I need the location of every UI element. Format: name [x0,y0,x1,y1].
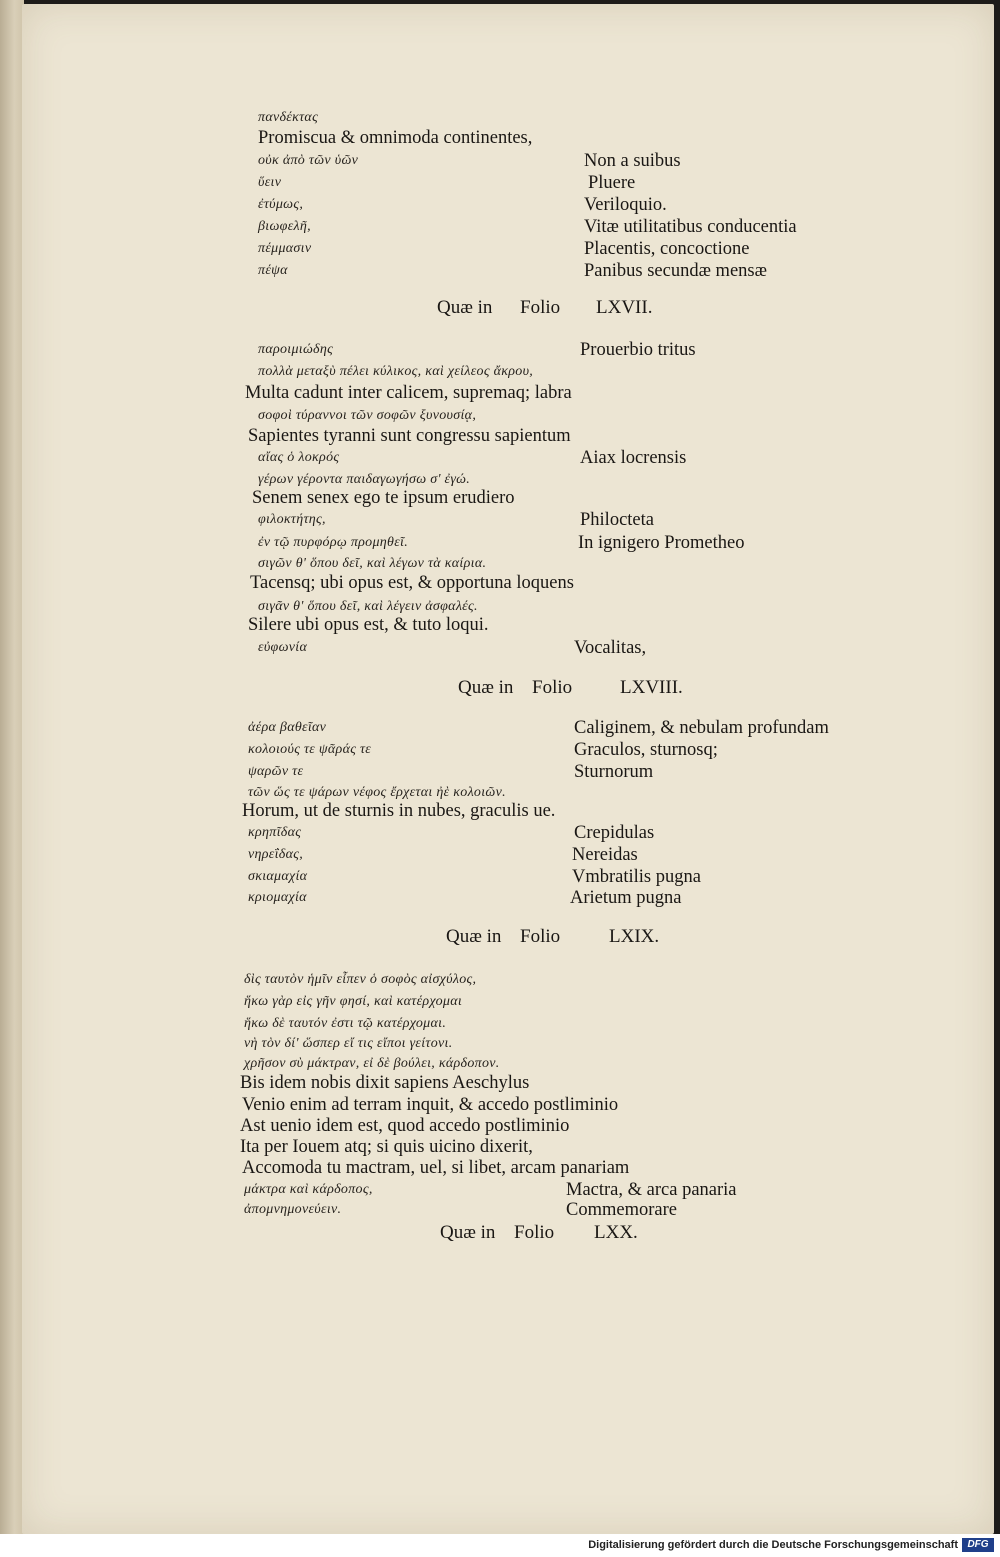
greek-term: ἀέρα βαθεῖαν [248,720,327,735]
greek-term: ὕειν [258,175,282,190]
latin-translation: Aiax locrensis [580,448,687,468]
latin-translation: Vmbratilis pugna [572,867,701,887]
greek-term: ἐν τῷ πυρφόρῳ προμηθεῖ. [258,535,409,550]
latin-translation: Sturnorum [574,762,654,782]
heading-prefix: Quæ in [458,677,514,698]
greek-term: εὐφωνία [258,640,308,655]
latin-translation: Ast uenio idem est, quod accedo postliminio [240,1116,570,1136]
greek-term: ψαρῶν τε [248,764,304,779]
heading-folio: Folio [514,1222,555,1243]
greek-term: τῶν ὥς τε ψάρων νέφος ἔρχεται ἠὲ κολοιῶν. [248,785,506,800]
latin-translation: Bis idem nobis dixit sapiens Aeschylus [240,1073,530,1093]
heading-numeral: LXIX. [609,926,660,947]
greek-term: σοφοὶ τύραννοι τῶν σοφῶν ξυνουσίᾳ, [258,408,477,423]
latin-translation: Philocteta [580,510,654,530]
greek-term: δὶς ταυτὸν ἡμῖν εἶπεν ὁ σοφὸς αἰσχύλος, [244,972,477,987]
latin-translation: Panibus secundæ mensæ [584,261,767,281]
latin-translation: Placentis, concoctione [584,239,750,259]
latin-translation: Horum, ut de sturnis in nubes, graculis ue. [242,801,556,821]
greek-term: κρηπῖδας [248,825,302,840]
greek-term: οὐκ ἀπὸ τῶν ὑῶν [258,153,359,168]
greek-term: ἀπομνημονεύειν. [244,1202,342,1217]
latin-translation: Vocalitas, [574,638,647,658]
heading-prefix: Quæ in [440,1222,496,1243]
heading-folio: Folio [520,926,561,947]
greek-term: βιωφελῆ, [258,219,311,234]
latin-translation: Ita per Iouem atq; si quis uicino dixerit, [240,1137,533,1157]
latin-translation: Caliginem, & nebulam profundam [574,718,829,738]
greek-term: πέμμασιν [258,241,312,256]
latin-translation: Mactra, & arca panaria [566,1180,737,1200]
latin-translation: Arietum pugna [570,888,682,908]
latin-translation: Crepidulas [574,823,655,843]
greek-term: νὴ τὸν δί' ὥσπερ εἴ τις εἴποι γείτονι. [244,1036,453,1051]
latin-translation: Venio enim ad terram inquit, & accedo postliminio [242,1095,619,1115]
heading-numeral: LXVII. [596,297,653,318]
greek-term: σκιαμαχία [248,869,308,884]
greek-term: γέρων γέροντα παιδαγωγήσω σ' ἐγώ. [258,472,471,487]
dfg-logo: DFG [962,1538,994,1552]
latin-translation: Multa cadunt inter calicem, supremaq; labra [245,383,572,403]
greek-term: φιλοκτήτης, [258,512,326,527]
latin-translation: Vitæ utilitatibus conducentia [584,217,797,237]
greek-term: ἥκω γὰρ εἰς γῆν φησί, καὶ κατέρχομαι [244,994,463,1009]
heading-numeral: LXX. [594,1222,638,1243]
greek-term: πέψα [258,263,288,278]
latin-translation: Nereidas [572,845,638,865]
greek-term: κριομαχία [248,890,307,905]
heading-folio: Folio [520,297,561,318]
heading-folio: Folio [532,677,573,698]
greek-term: ἥκω δὲ ταυτόν ἐστι τῷ κατέρχομαι. [244,1016,447,1031]
greek-term: αἴας ὁ λοκρός [258,450,340,465]
latin-translation: Veriloquio. [584,195,667,215]
greek-term: παροιμιώδης [258,342,334,357]
latin-translation: Commemorare [566,1200,677,1220]
latin-translation: Promiscua & omnimoda continentes, [258,128,533,148]
digitization-footer [0,1534,1000,1557]
greek-term: κολοιούς τε ψᾶράς τε [248,742,372,757]
latin-translation: Sapientes tyranni sunt congressu sapientum [248,426,571,446]
greek-term: πολλὰ μεταξὺ πέλει κύλικος, καὶ χείλεος ἄκρου, [258,364,534,379]
latin-translation: Senem senex ego te ipsum erudiero [252,488,515,508]
latin-translation: Non a suibus [584,151,681,171]
heading-prefix: Quæ in [446,926,502,947]
latin-translation: Pluere [588,173,636,193]
greek-term: πανδέκτας [258,110,319,125]
greek-term: νηρεΐδας, [248,847,304,862]
greek-term: ἐτύμως, [258,197,304,212]
greek-term: χρῆσον σὺ μάκτραν, εἰ δὲ βούλει, κάρδοπον. [244,1056,500,1071]
greek-term: σιγῶν θ' ὅπου δεῖ, καὶ λέγων τὰ καίρια. [258,556,487,571]
latin-translation: Tacensq; ubi opus est, & opportuna loquens [250,573,574,593]
latin-translation: Graculos, sturnosq; [574,740,718,760]
book-spine [0,0,24,1557]
greek-term: σιγᾶν θ' ὅπου δεῖ, καὶ λέγειν ἀσφαλές. [258,599,478,614]
latin-translation: Prouerbio tritus [580,340,696,360]
book-page [22,4,994,1534]
latin-translation: Accomoda tu mactram, uel, si libet, arcam panariam [242,1158,630,1178]
latin-translation: Silere ubi opus est, & tuto loqui. [248,615,489,635]
latin-translation: In ignigero Prometheo [578,533,745,553]
heading-numeral: LXVIII. [620,677,683,698]
heading-prefix: Quæ in [437,297,493,318]
funding-credit: Digitalisierung gefördert durch die Deutsche Forschungsgemeinschaft [588,1539,958,1551]
greek-term: μάκτρα καὶ κάρδοπος, [244,1182,373,1197]
